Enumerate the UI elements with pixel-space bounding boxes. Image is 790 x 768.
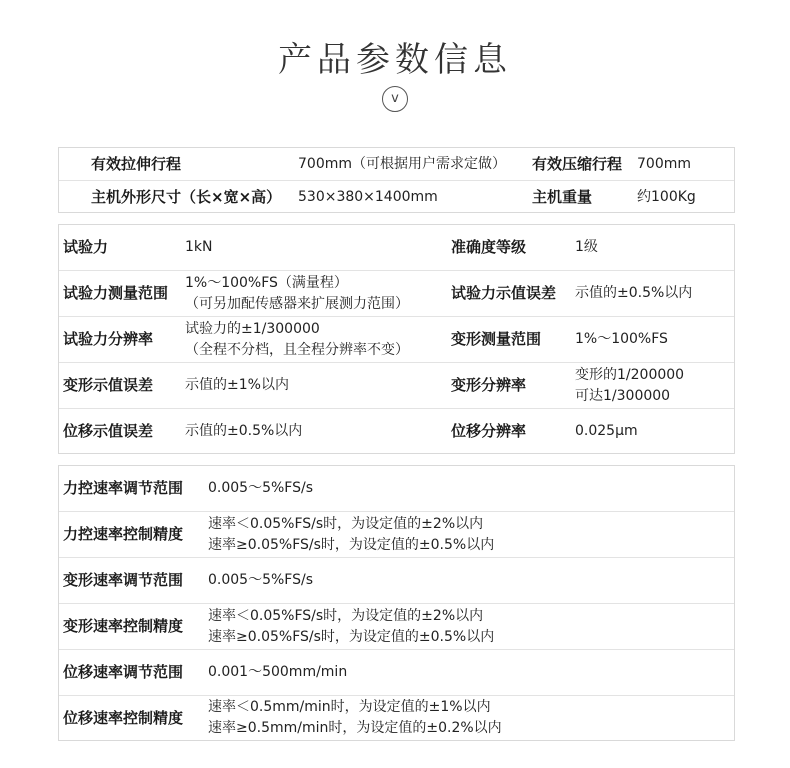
spec-label: 试验力示值误差	[451, 284, 557, 302]
spec-label: 有效压缩行程	[532, 154, 623, 173]
spec-value	[575, 271, 692, 316]
main-spec-table	[58, 147, 735, 213]
spec-value-line: 可达1/300000	[575, 387, 671, 404]
table-row	[59, 225, 734, 271]
spec-value	[185, 409, 302, 453]
spec-value-line: 1%～100%FS（满量程）	[185, 274, 348, 291]
spec-label: 位移分辨率	[451, 421, 527, 440]
spec-label: 变形示值误差	[63, 376, 154, 394]
spec-label: 位移速率调节范围	[63, 663, 184, 681]
table-row	[59, 363, 734, 409]
spec-value-line: 1级	[575, 239, 598, 255]
rate-control-table	[58, 465, 735, 741]
spec-value-line: 示值的±0.5%以内	[185, 422, 303, 439]
spec-value: 700mm（可根据用户需求定做）	[298, 155, 506, 172]
spec-value: 700mm	[637, 155, 691, 172]
spec-value-line: 速率＜0.5mm/min时，为设定值的±1%以内	[208, 699, 491, 715]
spec-value-line: 示值的±0.5%以内	[575, 285, 693, 301]
spec-value	[208, 604, 494, 649]
spec-value-line: 速率≥0.05%FS/s时，为设定值的±0.5%以内	[208, 536, 495, 553]
table-row	[59, 558, 734, 604]
spec-label: 位移速率控制精度	[63, 708, 184, 727]
spec-label: 试验力分辨率	[63, 330, 154, 348]
spec-value-line: 1kN	[185, 239, 213, 255]
table-row	[59, 650, 734, 696]
spec-value	[575, 363, 684, 408]
spec-value	[185, 317, 409, 362]
spec-value	[575, 317, 668, 362]
spec-value-line: 1%～100%FS	[575, 331, 668, 347]
spec-value-line: 速率＜0.05%FS/s时，为设定值的±2%以内	[208, 607, 484, 624]
spec-value-line: 速率≥0.05%FS/s时，为设定值的±0.5%以内	[208, 628, 495, 645]
spec-value	[185, 225, 213, 270]
table-row	[59, 466, 734, 512]
spec-value: 约100Kg	[637, 188, 696, 205]
table-row	[59, 696, 734, 740]
spec-label: 变形速率控制精度	[63, 617, 184, 635]
table-row	[59, 512, 734, 558]
spec-label: 有效拉伸行程	[91, 154, 182, 173]
table-row	[59, 604, 734, 650]
spec-value	[185, 271, 409, 316]
spec-value-line: 速率≥0.5mm/min时，为设定值的±0.2%以内	[208, 720, 502, 736]
spec-value-line: 0.005～5%FS/s	[208, 572, 313, 588]
table-row	[59, 148, 734, 181]
spec-value-line: 0.005～5%FS/s	[208, 480, 313, 496]
spec-value	[208, 512, 494, 557]
spec-value-line: 试验力的±1/300000	[185, 320, 320, 337]
spec-value	[208, 650, 347, 695]
spec-value-line: （可另加配传感器来扩展测力范围）	[185, 295, 409, 312]
spec-value	[208, 558, 313, 603]
table-row	[59, 181, 734, 213]
spec-label: 准确度等级	[451, 238, 527, 256]
spec-value	[208, 696, 502, 740]
chevron-down-icon[interactable]: v	[382, 86, 408, 112]
spec-value-line: 0.001～500mm/min	[208, 664, 348, 680]
spec-label: 力控速率调节范围	[63, 479, 184, 497]
spec-value	[575, 409, 638, 453]
page-title: 产品参数信息	[278, 40, 512, 80]
measurement-spec-table	[58, 224, 735, 454]
spec-value	[575, 225, 598, 270]
spec-value-line: 速率＜0.05%FS/s时，为设定值的±2%以内	[208, 515, 484, 532]
spec-value: 530×380×1400mm	[298, 188, 438, 205]
spec-label: 试验力	[63, 238, 109, 256]
spec-value-line: （全程不分档，且全程分辨率不变）	[185, 341, 409, 358]
spec-label: 试验力测量范围	[63, 284, 169, 302]
spec-label: 力控速率控制精度	[63, 525, 184, 543]
table-row	[59, 271, 734, 317]
spec-value	[208, 466, 313, 511]
spec-label: 变形速率调节范围	[63, 571, 184, 589]
spec-label: 变形测量范围	[451, 330, 542, 348]
spec-value-line: 变形的1/200000	[575, 366, 685, 383]
spec-label: 主机重量	[532, 187, 593, 206]
spec-value-line: 0.025μm	[575, 422, 638, 439]
spec-label: 主机外形尺寸（长×宽×高）	[91, 187, 282, 206]
spec-value	[185, 363, 289, 408]
spec-label: 位移示值误差	[63, 421, 154, 440]
table-row	[59, 317, 734, 363]
spec-value-line: 示值的±1%以内	[185, 377, 289, 393]
spec-label: 变形分辨率	[451, 376, 527, 394]
table-row	[59, 409, 734, 453]
